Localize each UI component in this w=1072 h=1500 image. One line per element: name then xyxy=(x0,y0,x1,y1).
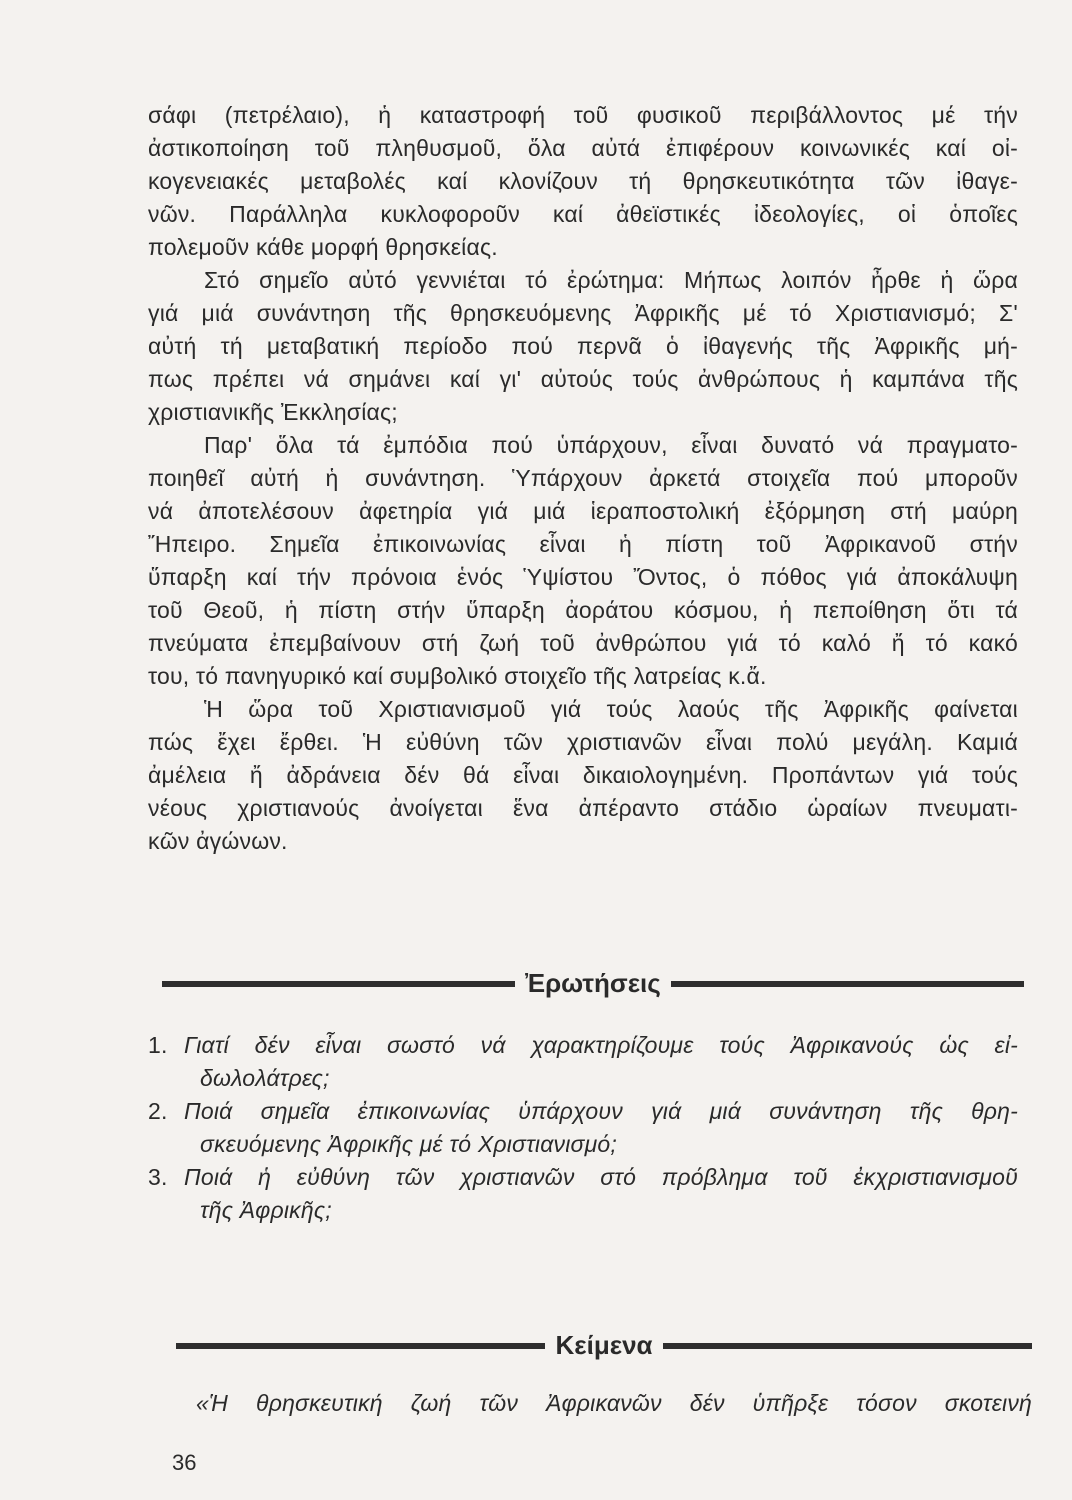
body-line: τοῦ Θεοῦ, ἡ πίστη στήν ὕπαρξη ἀοράτου κόσμου, ἡ πεποίθηση ὅτι τά xyxy=(148,597,1018,623)
body-line: ἀστικοποίηση τοῦ πληθυσμοῦ, ὅλα αὐτά ἐπιφέρουν κοινωνικές καί οἰ- xyxy=(148,135,1018,161)
body-line: Παρ' ὅλα τά ἐμπόδια πού ὑπάρχουν, εἶναι δυνατό νά πραγματο- xyxy=(204,432,1018,458)
body-line: νά ἀποτελέσουν ἀφετηρία γιά μιά ἱεραποστολική ἐξόρμηση στή μαύρη xyxy=(148,498,1018,524)
excerpt-line: «Ἡ θρησκευτική ζωή τῶν Ἀφρικανῶν δέν ὑπῆρξε τόσον σκοτεινή xyxy=(196,1390,1032,1416)
question-number: 2. xyxy=(148,1098,168,1124)
body-line: Στό σημεῖο αὐτό γεννιέται τό ἐρώτημα: Μήπως λοιπόν ἦρθε ἡ ὥρα xyxy=(204,267,1018,293)
question-item xyxy=(148,1162,1018,1192)
body-line: αὐτή τή μεταβατική περίοδο πού περνᾶ ὁ ἰθαγενής τῆς Ἀφρικῆς μή- xyxy=(148,333,1018,359)
question-text: Ποιά σημεῖα ἐπικοινωνίας ὑπάρχουν γιά μιά συνάντηση τῆς θρη- xyxy=(184,1098,1018,1124)
body-line: σάφι (πετρέλαιο), ἡ καταστροφή τοῦ φυσικοῦ περιβάλλοντος μέ τήν xyxy=(148,102,1018,128)
body-line: κογενειακές μεταβολές καί κλονίζουν τή θρησκευτικότητα τῶν ἰθαγε- xyxy=(148,168,1018,194)
body-line: πώς ἔχει ἔρθει. Ἡ εὐθύνη τῶν χριστιανῶν εἶναι πολύ μεγάλη. Καμιά xyxy=(148,729,1018,755)
body-line: ἀμέλεια ἤ ἀδράνεια δέν θά εἶναι δικαιολογημένη. Προπάντων γιά τούς xyxy=(148,762,1018,788)
body-line: νέους χριστιανούς ἀνοίγεται ἕνα ἀπέραντο στάδιο ὡραίων πνευματι- xyxy=(148,795,1018,821)
body-line: ποιηθεῖ αὐτή ἡ συνάντηση. Ὑπάρχουν ἀρκετά στοιχεῖα πού μποροῦν xyxy=(148,465,1018,491)
texts-title: Κείμενα xyxy=(555,1330,653,1360)
heading-rule-left xyxy=(176,1343,545,1349)
body-line: πνεύματα ἐπεμβαίνουν στή ζωή τοῦ ἀνθρώπου γιά τό καλό ἤ τό κακό xyxy=(148,630,1018,656)
question-item xyxy=(148,1030,1018,1060)
question-text-cont: σκευόμενης Ἀφρικῆς μέ τό Χριστιανισμό; xyxy=(200,1131,618,1157)
questions-title: Ἐρωτήσεις xyxy=(525,968,661,998)
texts-heading xyxy=(176,1330,1032,1361)
body-line: γιά μιά συνάντηση τῆς θρησκευόμενης Ἀφρικῆς μέ τό Χριστιανισμό; Σ' xyxy=(148,300,1018,326)
questions-heading xyxy=(162,968,1024,999)
question-number: 3. xyxy=(148,1164,168,1190)
body-line: χριστιανικῆς Ἐκκλησίας; xyxy=(148,399,398,425)
question-text: Ποιά ἡ εὐθύνη τῶν χριστιανῶν στό πρόβλημα τοῦ ἐκχριστιανισμοῦ xyxy=(184,1164,1018,1190)
heading-rule-right xyxy=(671,981,1024,987)
heading-rule-left xyxy=(162,981,515,987)
question-text-cont: δωλολάτρες; xyxy=(200,1065,330,1091)
body-line: του, τό πανηγυρικό καί συμβολικό στοιχεῖο τῆς λατρείας κ.ἄ. xyxy=(148,663,767,689)
heading-rule-right xyxy=(663,1343,1032,1349)
body-line: πολεμοῦν κάθε μορφή θρησκείας. xyxy=(148,234,498,260)
question-text-cont: τῆς Ἀφρικῆς; xyxy=(200,1197,332,1223)
question-item xyxy=(148,1096,1018,1126)
body-line: Ἤπειρο. Σημεῖα ἐπικοινωνίας εἶναι ἡ πίστη τοῦ Ἀφρικανοῦ στήν xyxy=(148,531,1018,557)
body-line: ὕπαρξη καί τήν πρόνοια ἑνός Ὑψίστου Ὄντος, ὁ πόθος γιά ἀποκάλυψη xyxy=(148,564,1018,590)
body-line: κῶν ἀγώνων. xyxy=(148,828,288,854)
body-line: πως πρέπει νά σημάνει καί γι' αὐτούς τούς ἀνθρώπους ἡ καμπάνα τῆς xyxy=(148,366,1018,392)
question-text: Γιατί δέν εἶναι σωστό νά χαρακτηρίζουμε τούς Ἀφρικανούς ὡς εἰ- xyxy=(184,1032,1018,1058)
page-number: 36 xyxy=(172,1450,197,1475)
question-number: 1. xyxy=(148,1032,168,1058)
body-line: Ἡ ὥρα τοῦ Χριστιανισμοῦ γιά τούς λαούς τῆς Ἀφρικῆς φαίνεται xyxy=(204,696,1018,722)
body-line: νῶν. Παράλληλα κυκλοφοροῦν καί ἀθεϊστικές ἰδεολογίες, οἱ ὁποῖες xyxy=(148,201,1018,227)
